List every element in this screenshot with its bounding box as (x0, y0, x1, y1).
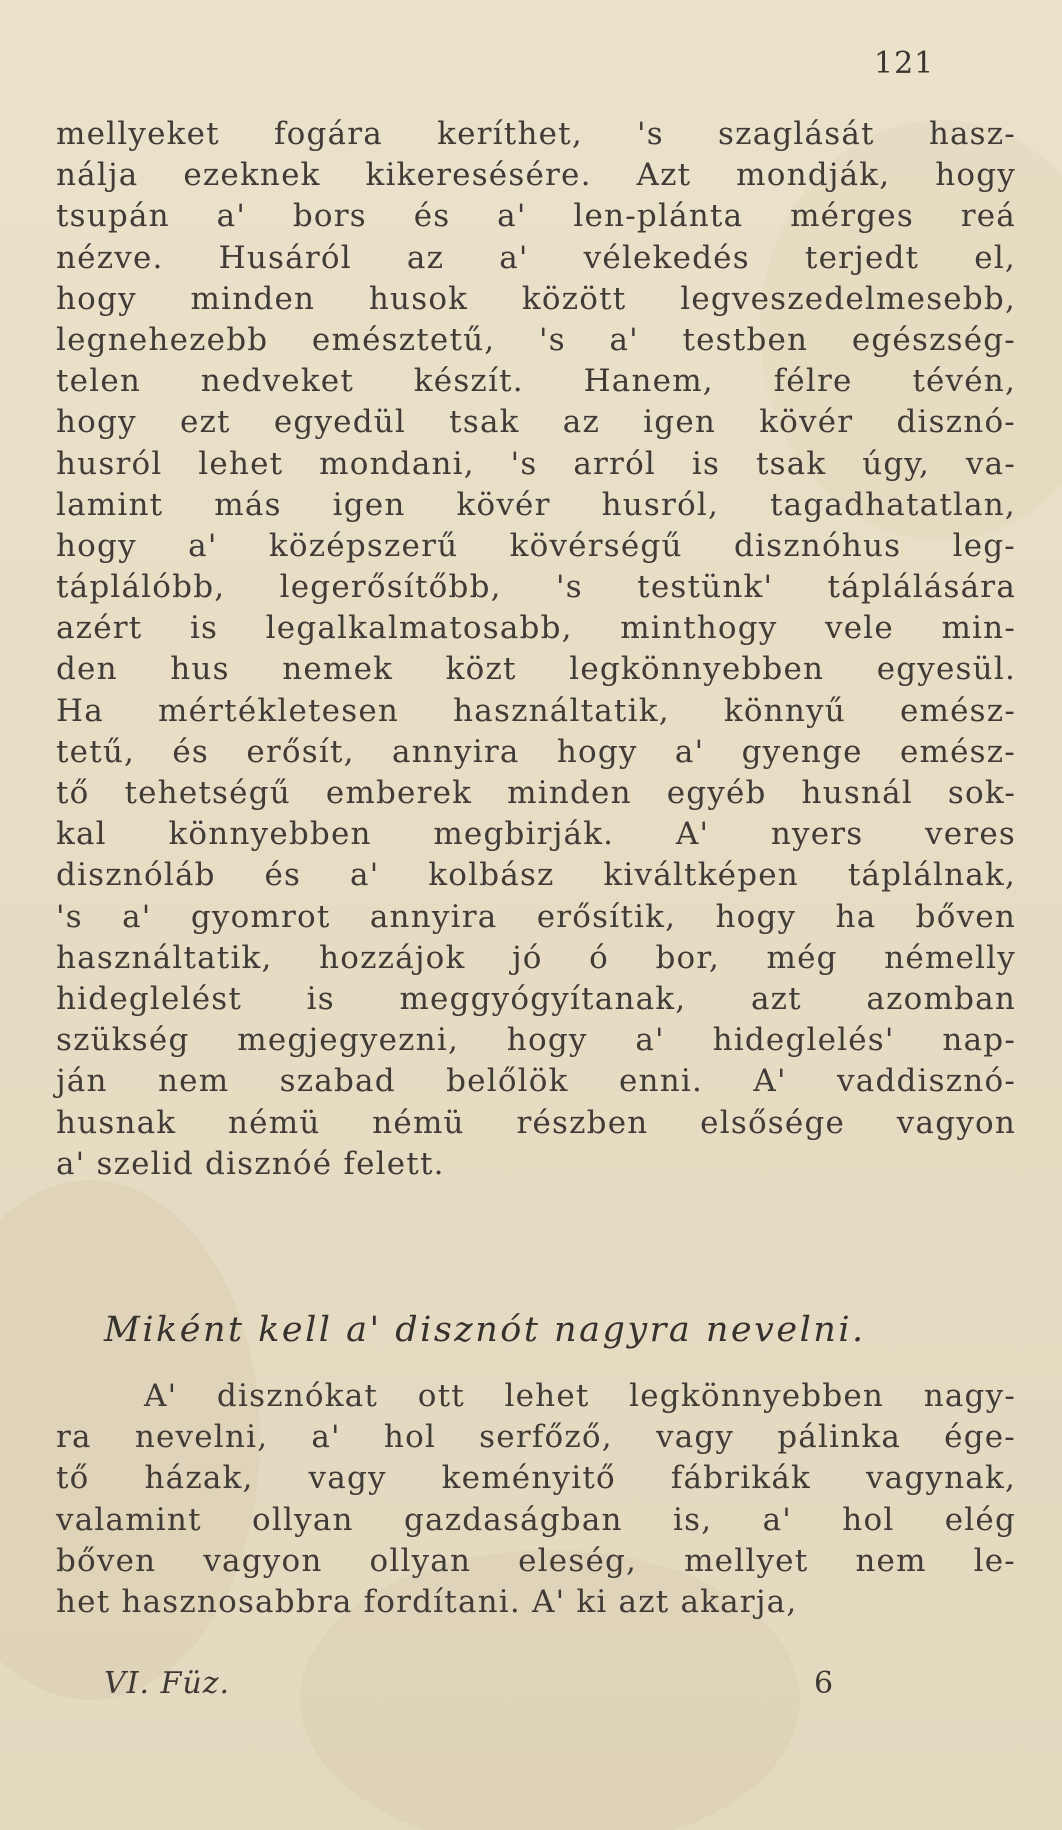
section-heading: Miként kell a' disznót nagyra nevelni. (104, 1310, 866, 1350)
body-text (56, 114, 1016, 1185)
text-line: azért is legalkalmatosabb, minthogy vele min- (56, 610, 1016, 647)
text-line: mellyeket fogára keríthet, 's szaglását hasz- (56, 116, 1016, 152)
text-line: valamint ollyan gazdaságban is, a' hol elég (56, 1501, 1016, 1538)
text-line: ján nem szabad belőlök enni. A' vaddisznó- (56, 1063, 1016, 1100)
text-line: 's a' gyomrot annyira erősítik, hogy ha bőven (56, 898, 1016, 935)
text-line: használtatik, hozzájok jó ó bor, még némelly (56, 939, 1016, 976)
text-line: táplálóbb, legerősítőbb, 's testünk' táplálására (56, 569, 1016, 606)
text-line: tetű, és erősít, annyira hogy a' gyenge emész- (56, 733, 1016, 770)
text-line: a' szelid disznóé felett. (56, 1145, 445, 1182)
text-line: szükség megjegyezni, hogy a' hideglelés' nap- (56, 1022, 1016, 1059)
text-line: kal könnyebben megbirják. A' nyers veres (56, 816, 1016, 853)
text-line: telen nedveket készít. Hanem, félre tévén, (56, 363, 1016, 400)
text-line: het hasznosabbra fordítani. A' ki azt akarja, (56, 1583, 798, 1620)
text-line: husról lehet mondani, 's arról is tsak úgy, va- (56, 445, 1016, 482)
text-line: hogy ezt egyedül tsak az igen kövér disznó- (56, 404, 1016, 441)
text-line: nálja ezeknek kikeresésére. Azt mondják, hogy (56, 157, 1016, 194)
text-line: tő tehetségű emberek minden egyéb husnál sok- (56, 775, 1016, 811)
page-number: 121 (874, 46, 935, 81)
signature-mark: VI. Füz. (104, 1666, 231, 1701)
text-line: tő házak, vagy keményitő fábrikák vagynak, (56, 1460, 1016, 1497)
text-line: nézve. Husáról az a' vélekedés terjedt el, (56, 239, 1016, 276)
text-line: tsupán a' bors és a' len-plánta mérges reá (56, 198, 1016, 235)
text-line: ra nevelni, a' hol serfőző, vagy pálinka ége- (56, 1419, 1016, 1456)
text-line: lamint más igen kövér husról, tagadhatatlan, (56, 486, 1016, 523)
text-line: legnehezebb emésztetű, 's a' testben egészség- (56, 321, 1016, 358)
text-line: husnak némü némü részben elsősége vagyon (56, 1104, 1016, 1141)
text-line: Ha mértékletesen használtatik, könnyű emész- (56, 692, 1016, 729)
section-text (56, 1376, 1016, 1623)
sheet-number: 6 (814, 1666, 834, 1701)
text-line: A' disznókat ott lehet legkönnyebben nagy- (144, 1378, 1016, 1414)
text-line: hideglelést is meggyógyítanak, azt azomban (56, 980, 1016, 1017)
text-line: bőven vagyon ollyan eleség, mellyet nem le- (56, 1542, 1016, 1579)
text-line: den hus nemek közt legkönnyebben egyesül. (56, 651, 1016, 688)
text-line: hogy a' középszerű kövérségű disznóhus leg- (56, 527, 1016, 564)
text-line: hogy minden husok között legveszedelmesebb, (56, 280, 1016, 317)
text-line: disznóláb és a' kolbász kiváltképen táplálnak, (56, 857, 1016, 894)
